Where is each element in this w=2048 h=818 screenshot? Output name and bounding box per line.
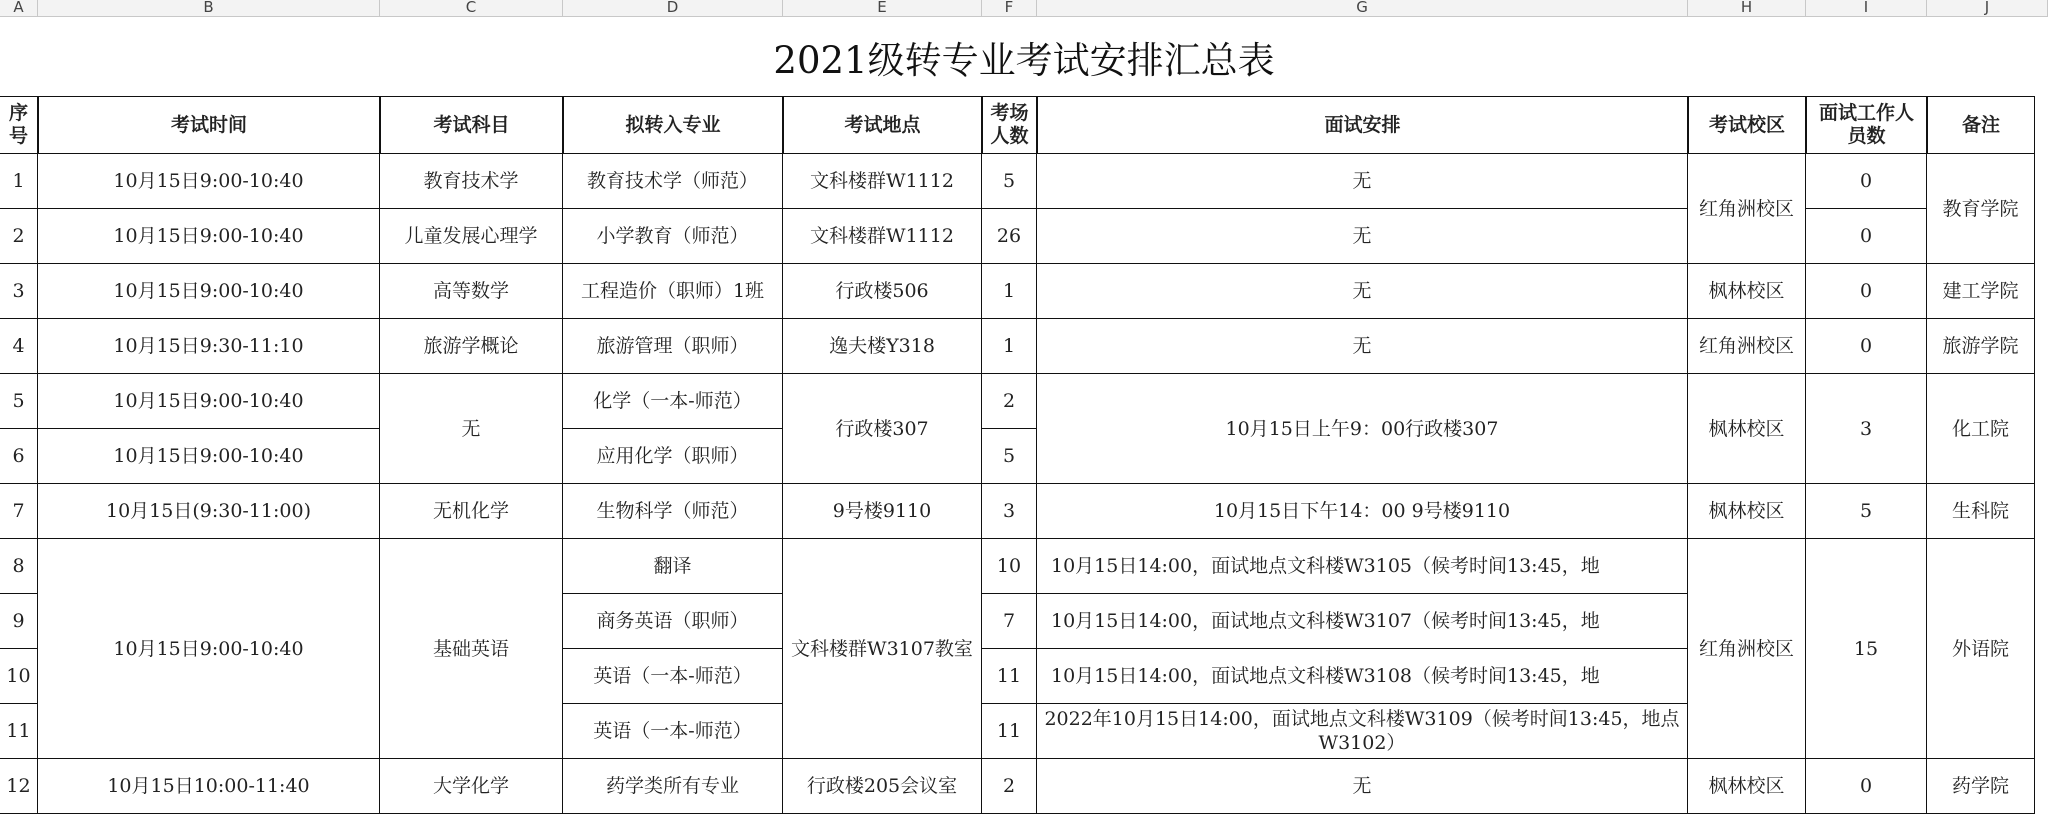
cell-subject-row-3[interactable]: 高等数学 — [380, 264, 563, 319]
column-letter-j[interactable]: J — [1927, 0, 2048, 16]
cell-remark-row-4[interactable]: 旅游学院 — [1927, 319, 2035, 374]
cell-location-row-1[interactable]: 文科楼群W1112 — [783, 154, 982, 209]
cell-seats-row-6[interactable]: 5 — [982, 429, 1037, 484]
cell-exam-time-row-2[interactable]: 10月15日9:00-10:40 — [38, 209, 380, 264]
cell-remark-row-8[interactable]: 外语院 — [1927, 539, 2035, 759]
cell-target-major-row-8[interactable]: 翻译 — [563, 539, 783, 594]
cell-interview-row-8[interactable]: 10月15日14:00，面试地点文科楼W3105（候考时间13:45，地 — [1037, 539, 1688, 594]
cell-staff-row-5[interactable]: 3 — [1806, 374, 1927, 484]
cell-seats-row-9[interactable]: 7 — [982, 594, 1037, 649]
cell-remark-row-1[interactable]: 教育学院 — [1927, 154, 2035, 264]
cell-exam-time-row-7[interactable]: 10月15日(9:30-11:00) — [38, 484, 380, 539]
column-letter-c[interactable]: C — [380, 0, 563, 16]
cell-interview-row-7[interactable]: 10月15日下午14：00 9号楼9110 — [1037, 484, 1688, 539]
column-letter-g[interactable]: G — [1037, 0, 1688, 16]
cell-exam-time-row-3[interactable]: 10月15日9:00-10:40 — [38, 264, 380, 319]
cell-interview-row-11[interactable]: 2022年10月15日14:00，面试地点文科楼W3109（候考时间13:45，地点W3102） — [1037, 704, 1688, 759]
cell-location-row-5[interactable]: 行政楼307 — [783, 374, 982, 484]
cell-staff-row-12[interactable]: 0 — [1806, 759, 1927, 814]
cell-campus-row-5[interactable]: 枫林校区 — [1688, 374, 1806, 484]
cell-target-major-row-5[interactable]: 化学（一本-师范） — [563, 374, 783, 429]
cell-seats-row-11[interactable]: 11 — [982, 704, 1037, 759]
cell-location-row-7[interactable]: 9号楼9110 — [783, 484, 982, 539]
cell-seats-row-12[interactable]: 2 — [982, 759, 1037, 814]
header-location: 考试地点 — [783, 96, 982, 154]
cell-exam-time-row-12[interactable]: 10月15日10:00-11:40 — [38, 759, 380, 814]
cell-subject-row-5[interactable]: 无 — [380, 374, 563, 484]
cell-exam-time-row-6[interactable]: 10月15日9:00-10:40 — [38, 429, 380, 484]
cell-location-row-8[interactable]: 文科楼群W3107教室 — [783, 539, 982, 759]
cell-seq-row-12[interactable]: 12 — [0, 759, 38, 814]
cell-exam-time-row-4[interactable]: 10月15日9:30-11:10 — [38, 319, 380, 374]
cell-remark-row-7[interactable]: 生科院 — [1927, 484, 2035, 539]
header-subject: 考试科目 — [380, 96, 563, 154]
column-letter-h[interactable]: H — [1688, 0, 1806, 16]
cell-interview-row-9[interactable]: 10月15日14:00，面试地点文科楼W3107（候考时间13:45，地 — [1037, 594, 1688, 649]
column-header-bar — [0, 0, 2048, 17]
header-exam-time: 考试时间 — [38, 96, 380, 154]
cell-subject-row-7[interactable]: 无机化学 — [380, 484, 563, 539]
cell-interview-row-2[interactable]: 无 — [1037, 209, 1688, 264]
cell-seats-row-2[interactable]: 26 — [982, 209, 1037, 264]
cell-interview-row-4[interactable]: 无 — [1037, 319, 1688, 374]
header-target-major: 拟转入专业 — [563, 96, 783, 154]
cell-target-major-row-7[interactable]: 生物科学（师范） — [563, 484, 783, 539]
column-letter-a[interactable]: A — [0, 0, 38, 16]
cell-interview-row-1[interactable]: 无 — [1037, 154, 1688, 209]
cell-seq-row-1[interactable]: 1 — [0, 154, 38, 209]
cell-seq-row-8[interactable]: 8 — [0, 539, 38, 594]
cell-location-row-12[interactable]: 行政楼205会议室 — [783, 759, 982, 814]
header-staff: 面试工作人员数 — [1806, 96, 1927, 154]
cell-remark-row-3[interactable]: 建工学院 — [1927, 264, 2035, 319]
cell-location-row-4[interactable]: 逸夫楼Y318 — [783, 319, 982, 374]
cell-remark-row-12[interactable]: 药学院 — [1927, 759, 2035, 814]
cell-target-major-row-4[interactable]: 旅游管理（职师） — [563, 319, 783, 374]
cell-target-major-row-9[interactable]: 商务英语（职师） — [563, 594, 783, 649]
cell-subject-row-4[interactable]: 旅游学概论 — [380, 319, 563, 374]
cell-staff-row-7[interactable]: 5 — [1806, 484, 1927, 539]
cell-location-row-2[interactable]: 文科楼群W1112 — [783, 209, 982, 264]
header-interview: 面试安排 — [1037, 96, 1688, 154]
cell-target-major-row-12[interactable]: 药学类所有专业 — [563, 759, 783, 814]
cell-exam-time-row-1[interactable]: 10月15日9:00-10:40 — [38, 154, 380, 209]
cell-campus-row-4[interactable]: 红角洲校区 — [1688, 319, 1806, 374]
cell-seq-row-5[interactable]: 5 — [0, 374, 38, 429]
cell-seq-row-11[interactable]: 11 — [0, 704, 38, 759]
cell-target-major-row-3[interactable]: 工程造价（职师）1班 — [563, 264, 783, 319]
cell-staff-row-8[interactable]: 15 — [1806, 539, 1927, 759]
cell-seq-row-9[interactable]: 9 — [0, 594, 38, 649]
cell-subject-row-1[interactable]: 教育技术学 — [380, 154, 563, 209]
cell-staff-row-3[interactable]: 0 — [1806, 264, 1927, 319]
cell-seats-row-7[interactable]: 3 — [982, 484, 1037, 539]
cell-target-major-row-2[interactable]: 小学教育（师范） — [563, 209, 783, 264]
header-remark: 备注 — [1927, 96, 2035, 154]
cell-staff-row-2[interactable]: 0 — [1806, 209, 1927, 264]
cell-subject-row-2[interactable]: 儿童发展心理学 — [380, 209, 563, 264]
cell-seats-row-5[interactable]: 2 — [982, 374, 1037, 429]
cell-target-major-row-11[interactable]: 英语（一本-师范） — [563, 704, 783, 759]
column-letter-f[interactable]: F — [982, 0, 1037, 16]
cell-exam-time-row-5[interactable]: 10月15日9:00-10:40 — [38, 374, 380, 429]
cell-seq-row-2[interactable]: 2 — [0, 209, 38, 264]
cell-campus-row-3[interactable]: 枫林校区 — [1688, 264, 1806, 319]
cell-subject-row-12[interactable]: 大学化学 — [380, 759, 563, 814]
column-letter-e[interactable]: E — [783, 0, 982, 16]
cell-interview-row-12[interactable]: 无 — [1037, 759, 1688, 814]
cell-target-major-row-1[interactable]: 教育技术学（师范） — [563, 154, 783, 209]
column-letter-d[interactable]: D — [563, 0, 783, 16]
header-seats: 考场人数 — [982, 96, 1037, 154]
cell-staff-row-4[interactable]: 0 — [1806, 319, 1927, 374]
header-seq: 序号 — [0, 96, 38, 154]
cell-campus-row-7[interactable]: 枫林校区 — [1688, 484, 1806, 539]
cell-seq-row-10[interactable]: 10 — [0, 649, 38, 704]
cell-interview-row-5[interactable]: 10月15日上午9：00行政楼307 — [1037, 374, 1688, 484]
cell-seats-row-1[interactable]: 5 — [982, 154, 1037, 209]
cell-exam-time-row-8[interactable]: 10月15日9:00-10:40 — [38, 539, 380, 759]
cell-staff-row-1[interactable]: 0 — [1806, 154, 1927, 209]
cell-target-major-row-6[interactable]: 应用化学（职师） — [563, 429, 783, 484]
cell-campus-row-1[interactable]: 红角洲校区 — [1688, 154, 1806, 264]
cell-seq-row-7[interactable]: 7 — [0, 484, 38, 539]
cell-seats-row-4[interactable]: 1 — [982, 319, 1037, 374]
cell-location-row-3[interactable]: 行政楼506 — [783, 264, 982, 319]
cell-interview-row-3[interactable]: 无 — [1037, 264, 1688, 319]
header-campus: 考试校区 — [1688, 96, 1806, 154]
cell-seats-row-8[interactable]: 10 — [982, 539, 1037, 594]
cell-seq-row-3[interactable]: 3 — [0, 264, 38, 319]
cell-seats-row-3[interactable]: 1 — [982, 264, 1037, 319]
cell-campus-row-12[interactable]: 枫林校区 — [1688, 759, 1806, 814]
cell-campus-row-8[interactable]: 红角洲校区 — [1688, 539, 1806, 759]
cell-target-major-row-10[interactable]: 英语（一本-师范） — [563, 649, 783, 704]
cell-remark-row-5[interactable]: 化工院 — [1927, 374, 2035, 484]
column-letter-i[interactable]: I — [1806, 0, 1927, 16]
cell-subject-row-8[interactable]: 基础英语 — [380, 539, 563, 759]
cell-interview-row-10[interactable]: 10月15日14:00，面试地点文科楼W3108（候考时间13:45，地 — [1037, 649, 1688, 704]
column-letter-b[interactable]: B — [38, 0, 380, 16]
sheet-title: 2021级转专业考试安排汇总表 — [773, 39, 1275, 82]
cell-seq-row-4[interactable]: 4 — [0, 319, 38, 374]
cell-seq-row-6[interactable]: 6 — [0, 429, 38, 484]
cell-seats-row-10[interactable]: 11 — [982, 649, 1037, 704]
